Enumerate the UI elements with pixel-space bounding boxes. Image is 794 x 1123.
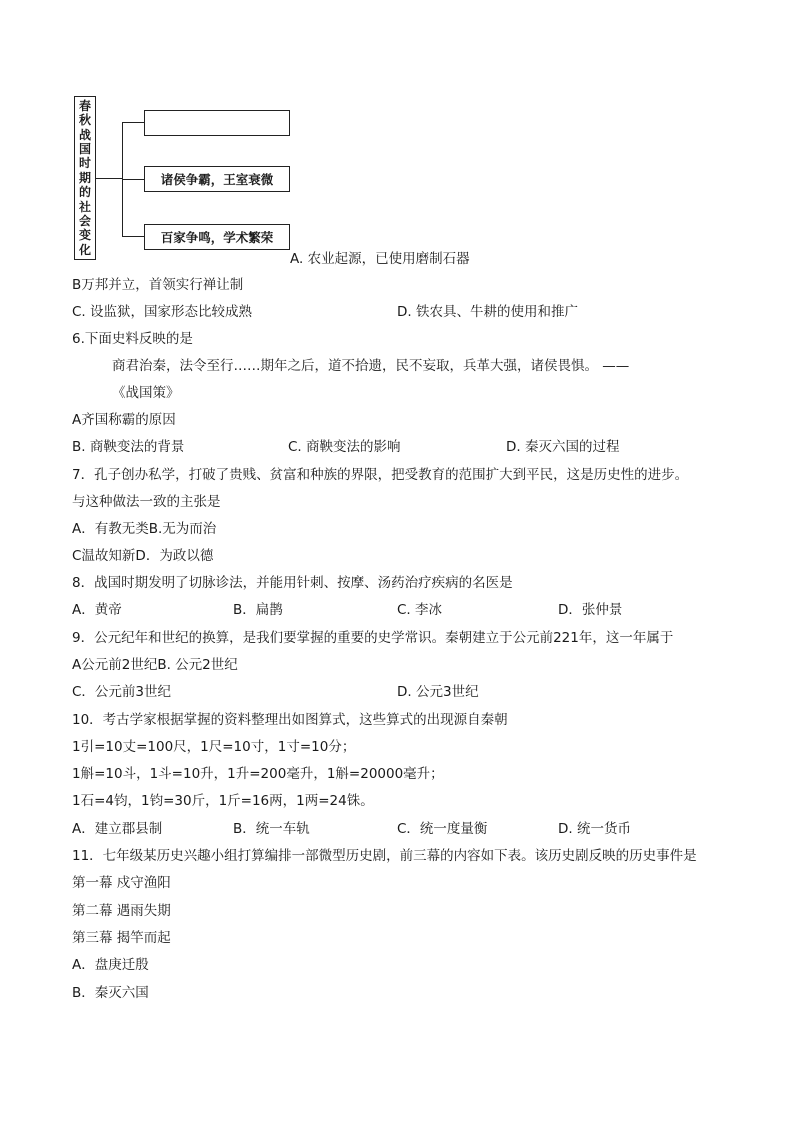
q5-option-a: A. 农业起源，已使用磨制石器 [290, 251, 470, 267]
q10-option-d: D. 统一货币 [558, 821, 631, 837]
blank-box-text [145, 111, 289, 135]
title-char: 秋 [78, 113, 91, 128]
title-char: 社 [78, 199, 91, 214]
social-change-diagram [74, 96, 294, 266]
diagram-box-hundred-schools [144, 224, 290, 250]
diagram-title-box [74, 96, 96, 260]
q10-option-c: C．统一度量衡 [397, 821, 488, 837]
q10-stem: 10．考古学家根据掌握的资料整理出如图算式，这些算式的出现源自秦朝 [72, 712, 508, 728]
diagram-box-hegemony [144, 166, 290, 192]
title-char: 的 [78, 185, 91, 200]
q8-option-a: A．黄帝 [72, 602, 122, 618]
q6-quote-line1: 商君治秦，法令至行……期年之后，道不拾遗，民不妄取，兵革大强，诸侯畏惧。 —— [112, 358, 630, 374]
q7-stem-line1: 7．孔子创办私学，打破了贵贱、贫富和种族的界限，把受教育的范围扩大到平民，这是历史性的进步。 [72, 467, 689, 483]
q8-option-b: B．扁鹊 [233, 602, 283, 618]
title-char: 期 [78, 170, 91, 185]
q10-formula-volume: 1斛=10斗，1斗=10升，1升=200毫升，1斛=20000毫升； [72, 766, 444, 782]
title-char: 变 [78, 228, 91, 243]
q11-act3: 第三幕 揭竿而起 [72, 930, 171, 946]
q9-option-c: C．公元前3世纪 [72, 684, 172, 700]
q11-stem: 11．七年级某历史兴趣小组打算编排一部微型历史剧，前三幕的内容如下表。该历史剧反映的历史事件是 [72, 848, 697, 864]
q10-formula-weight: 1石=4钧，1钧=30斤，1斤=16两，1两=24铢。 [72, 793, 374, 809]
q7-options-cd: C温故知新D．为政以德 [72, 548, 214, 564]
q7-options-ab: A．有教无类B.无为而治 [72, 521, 217, 537]
q9-options-ab: A公元前2世纪B. 公元2世纪 [72, 657, 238, 673]
q5-option-c: C. 设监狱，国家形态比较成熟 [72, 304, 253, 320]
title-char: 时 [78, 156, 91, 171]
box-hundred-schools-text: 百家争鸣，学术繁荣 [160, 230, 274, 245]
connector-line [122, 236, 144, 237]
q9-option-d: D. 公元3世纪 [397, 684, 479, 700]
q11-act2: 第二幕 遇雨失期 [72, 903, 171, 919]
diagram-blank-box [144, 110, 290, 136]
q6-stem: 6.下面史料反映的是 [72, 331, 193, 347]
q9-stem: 9．公元纪年和世纪的换算，是我们要掌握的重要的史学常识。秦朝建立于公元前221年，这一年属于 [72, 630, 674, 646]
title-char: 化 [78, 242, 91, 257]
title-char: 春 [78, 98, 91, 113]
q6-option-b: B. 商鞅变法的背景 [72, 439, 185, 455]
title-char: 国 [78, 141, 91, 156]
q10-option-a: A．建立郡县制 [72, 821, 163, 837]
q11-act1: 第一幕 戍守渔阳 [72, 875, 171, 891]
connector-line [96, 178, 122, 179]
q11-option-a: A．盘庚迁殷 [72, 957, 149, 973]
q7-stem-line2: 与这种做法一致的主张是 [72, 494, 221, 510]
q10-option-b: B．统一车轨 [233, 821, 310, 837]
q5-option-b: B万邦并立，首领实行禅让制 [72, 277, 244, 293]
q6-option-d: D. 秦灭六国的过程 [506, 439, 620, 455]
q6-option-a: A齐国称霸的原因 [72, 412, 176, 428]
connector-line [122, 179, 144, 180]
q8-option-d: D．张仲景 [558, 602, 623, 618]
title-char: 战 [78, 127, 91, 142]
q8-option-c: C. 李冰 [397, 602, 443, 618]
q10-formula-length: 1引=10丈=100尺，1尺=10寸，1寸=10分； [72, 739, 356, 755]
q11-option-b: B．秦灭六国 [72, 985, 149, 1001]
q5-option-d: D. 铁农具、牛耕的使用和推广 [397, 304, 578, 320]
title-char: 会 [78, 214, 91, 229]
box-hegemony-text: 诸侯争霸，王室衰微 [160, 172, 274, 187]
connector-line [122, 122, 144, 123]
q6-quote-source: 《战国策》 [112, 385, 180, 401]
q8-stem: 8．战国时期发明了切脉诊法，并能用针刺、按摩、汤药治疗疾病的名医是 [72, 575, 513, 591]
q6-option-c: C. 商鞅变法的影响 [288, 439, 401, 455]
